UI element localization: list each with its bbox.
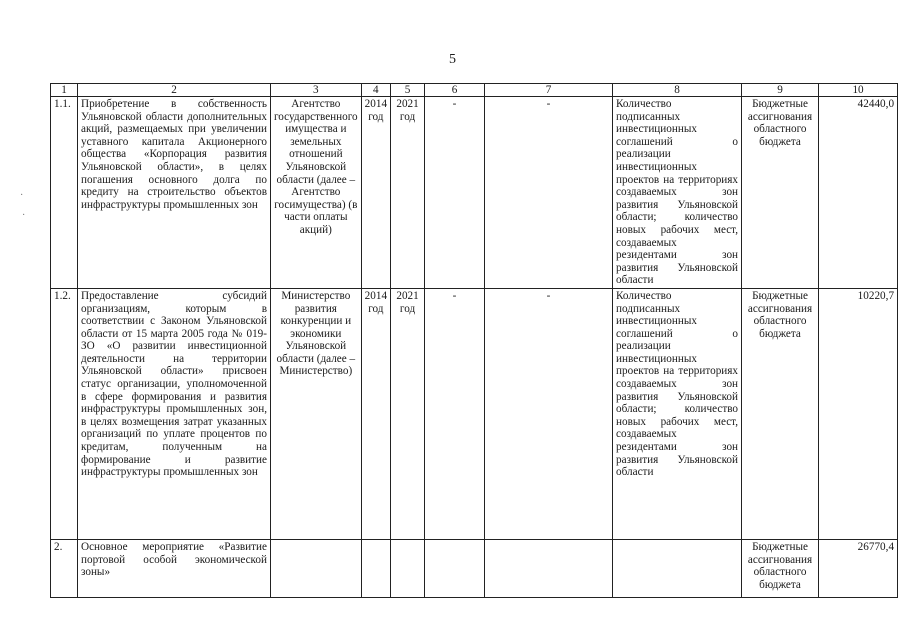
- funding-amount: 26770,4: [819, 539, 898, 597]
- target-indicators: Количество подписанных инвестиционных соглашений о реализации инвестиционных проектов на территориях создаваемых зон развития Ульяновской области; количество новых рабочих мест, создаваемых резидентами зон развития Ульяновской области: [613, 97, 742, 289]
- responsible-executor: Агентство государственного имущества и земельных отношений Ульяновской области (далее – Агентство госимущества) (в части оплаты акций): [271, 97, 362, 289]
- funding-source: Бюджетные ассигнования областного бюджета: [742, 288, 819, 539]
- funding-amount: 10220,7: [819, 288, 898, 539]
- column-number: 10: [819, 84, 898, 97]
- column-number: 4: [361, 84, 390, 97]
- column-number: 7: [485, 84, 613, 97]
- column-number: 6: [425, 84, 485, 97]
- column-7-value: -: [485, 97, 613, 289]
- responsible-executor: [271, 539, 362, 597]
- row-number: 1.1.: [51, 97, 78, 289]
- funding-amount: 42440,0: [819, 97, 898, 289]
- year-start: 2014 год: [361, 288, 390, 539]
- year-end: 2021 год: [391, 97, 425, 289]
- scan-mark: ·: [22, 210, 26, 221]
- column-6-value: -: [425, 288, 485, 539]
- column-number: 8: [613, 84, 742, 97]
- target-indicators: [613, 539, 742, 597]
- measure-description: Предоставление субсидий организациям, которым в соответствии с Законом Ульяновской области от 15 марта 2005 года № 019-ЗО «О развитии инвестиционной деятельности на территории Ульяновской области» присвоен статус организации, уполномоченной в сфере формирования и развития инфраструктуры промышленных зон, в целях возмещения затрат указанных организаций по уплате процентов по кредитам, полученным на формирование и развитие инфраструктуры промышленных зон: [78, 288, 271, 539]
- column-6-value: -: [425, 97, 485, 289]
- column-number: 3: [271, 84, 362, 97]
- year-start: 2014 год: [361, 97, 390, 289]
- table-row: [51, 539, 898, 597]
- page-number: 5: [449, 52, 456, 67]
- table-row: [51, 97, 898, 289]
- measures-table: [50, 83, 898, 598]
- column-6-value: [425, 539, 485, 597]
- scan-mark: ·: [20, 190, 24, 201]
- table-row: [51, 288, 898, 539]
- column-number: 9: [742, 84, 819, 97]
- row-number: 1.2.: [51, 288, 78, 539]
- funding-source: Бюджетные ассигнования областного бюджета: [742, 539, 819, 597]
- measure-description: Приобретение в собственность Ульяновской области дополнительных акций, размещаемых при увеличении уставного капитала Акционерного общества «Корпорация развития Ульяновской области», в целях погашения основного долга по кредиту на строительство объектов инфраструктуры промышленных зон: [78, 97, 271, 289]
- funding-source: Бюджетные ассигнования областного бюджета: [742, 97, 819, 289]
- column-7-value: -: [485, 288, 613, 539]
- year-start: [361, 539, 390, 597]
- row-number: 2.: [51, 539, 78, 597]
- target-indicators: Количество подписанных инвестиционных соглашений о реализации инвестиционных проектов на территориях создаваемых зон развития Ульяновской области; количество новых рабочих мест, создаваемых резидентами зон развития Ульяновской области: [613, 288, 742, 539]
- measure-description: Основное мероприятие «Развитие портовой особой экономической зоны»: [78, 539, 271, 597]
- year-end: 2021 год: [391, 288, 425, 539]
- column-7-value: [485, 539, 613, 597]
- column-number: 1: [51, 84, 78, 97]
- responsible-executor: Министерство развития конкуренции и экономики Ульяновской области (далее – Министерство): [271, 288, 362, 539]
- column-number: 5: [391, 84, 425, 97]
- year-end: [391, 539, 425, 597]
- column-number: 2: [78, 84, 271, 97]
- column-number-row: [51, 84, 898, 97]
